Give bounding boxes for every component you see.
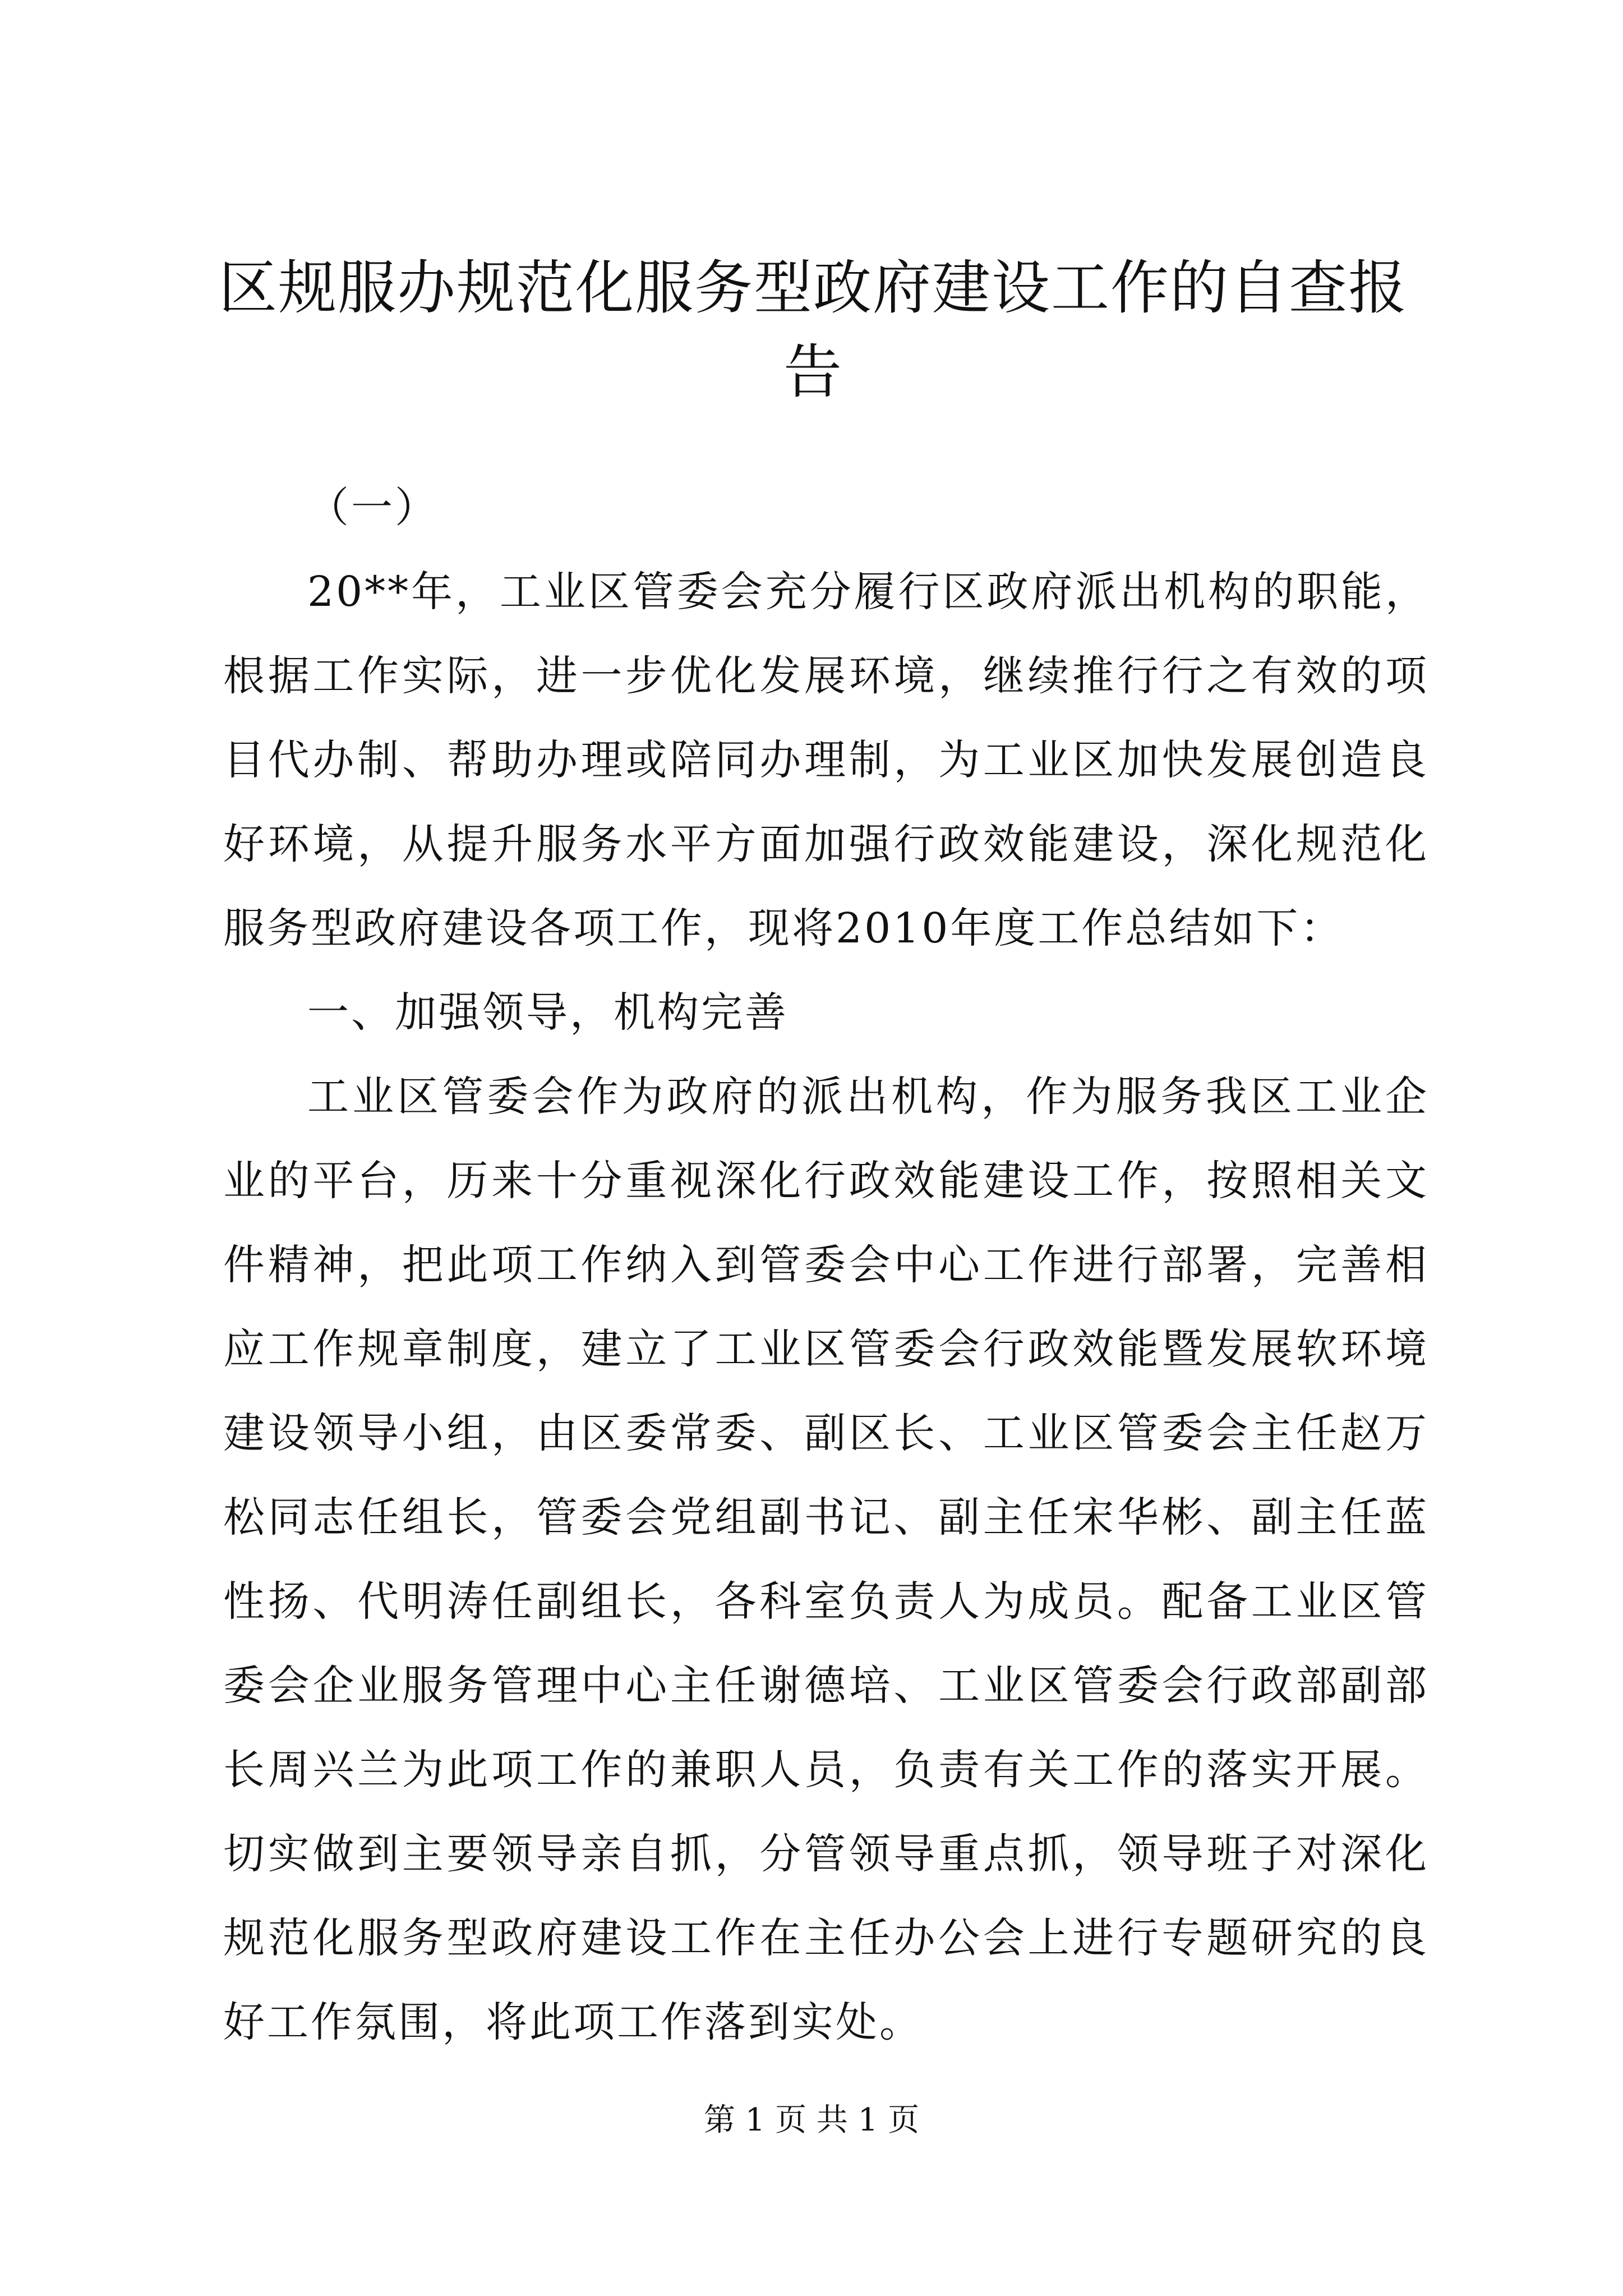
section-marker: （一）: [307, 484, 439, 532]
section-heading: 一、加强领导，机构完善: [307, 988, 789, 1037]
document-body: [223, 466, 1429, 2064]
page-footer: 第 1 页 共 1 页: [703, 2102, 920, 2138]
title-line-2: 告: [783, 338, 843, 406]
document-title: [168, 246, 1458, 414]
body-paragraph: 工业区管委会作为政府的派出机构，作为服务我区工业企业的平台，历来十分重视深化行政效能建设工作，按照相关文件精神，把此项工作纳入到管委会中心工作进行部署，完善相应工作规章制度，建立了工业区管委会行政效能暨发展软环境建设领导小组，由区委常委、副区长、工业区管委会主任赵万松同志任组长，管委会党组副书记、副主任宋华彬、副主任蓝性扬、代明涛任副组长，各科室负责人为成员。配备工业区管委会企业服务管理中心主任谢德培、工业区管委会行政部副部长周兴兰为此项工作的兼职人员，负责有关工作的落实开展。切实做到主要领导亲自抓，分管领导重点抓，领导班子对深化规范化服务型政府建设工作在主任办公会上进行专题研究的良好工作氛围，将此项工作落到实处。: [223, 1073, 1429, 2046]
intro-paragraph: 20**年，工业区管委会充分履行区政府派出机构的职能，根据工作实际，进一步优化发展环境，继续推行行之有效的项目代办制、帮助办理或陪同办理制，为工业区加快发展创造良好环境，从提升服务水平方面加强行政效能建设，深化规范化服务型政府建设各项工作，现将2010年度工作总结如下：: [223, 568, 1429, 953]
title-line-1: 区规服办规范化服务型政府建设工作的自查报: [218, 254, 1408, 322]
